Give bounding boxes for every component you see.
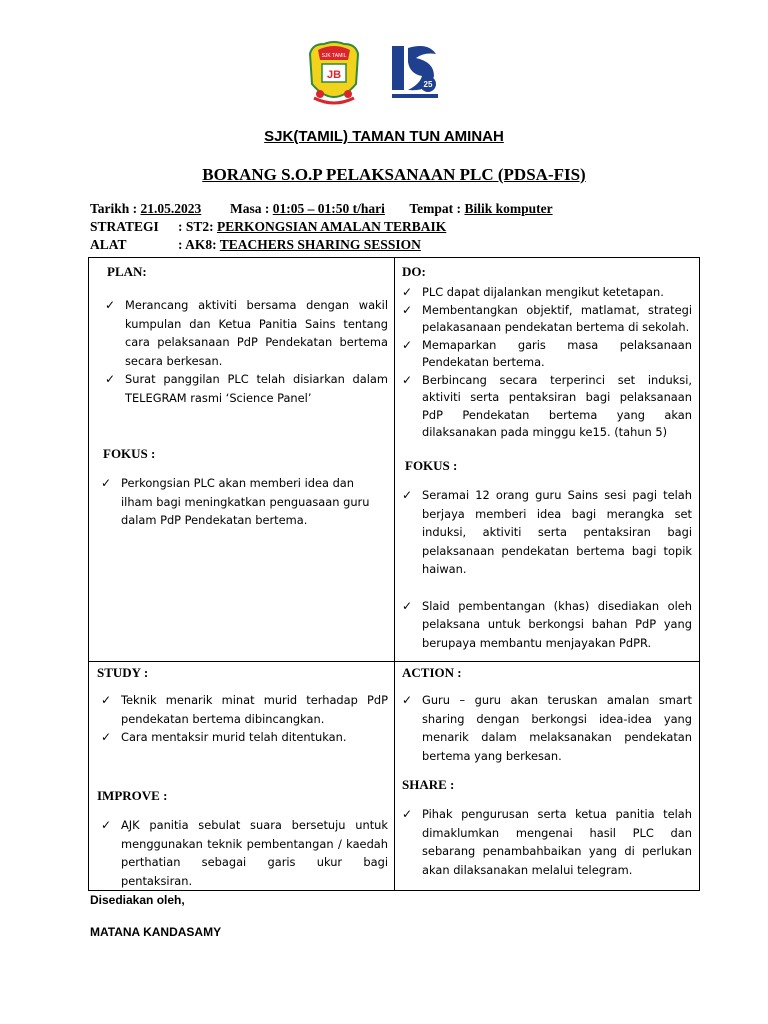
check-icon: ✓ (101, 818, 112, 832)
list-item: ✓ Seramai 12 orang guru Sains sesi pagi telah berjaya memberi idea bagi merangka set induksi, aktiviti serta pentaksiran bagi pelaksanaan pendekatan bertema bagi topik haiwan. (402, 488, 692, 576)
check-icon: ✓ (101, 730, 112, 744)
logo-group (304, 40, 444, 112)
list-item: ✓ Merancang aktiviti bersama dengan wakil kumpulan dan Ketua Panitia Sains tentang cara pelaksanaan PdP Pendekatan bertema secara berkesan. (105, 298, 388, 368)
action-list (402, 691, 692, 765)
do-heading: DO: (402, 264, 426, 279)
check-icon: ✓ (402, 372, 413, 387)
check-icon: ✓ (105, 298, 116, 312)
list-item: ✓ Memaparkan garis masa pelaksanaan Pendekatan bertema. (402, 337, 692, 369)
do-focus-heading: FOKUS : (405, 458, 458, 473)
list-item: ✓ Membentangkan objektif, matlamat, strategi pelakasanaan pendekatan bertema di sekolah. (402, 302, 692, 334)
strategy-label: STRATEGI (90, 219, 159, 234)
table-divider-horizontal (88, 661, 700, 662)
plan-focus-list (101, 474, 384, 530)
tool-value: TEACHERS SHARING SESSION (219, 237, 421, 252)
check-icon: ✓ (402, 598, 413, 613)
check-icon: ✓ (402, 285, 413, 299)
crest-monogram: JB (326, 69, 342, 81)
prepared-by-label: Disediakan oleh, (90, 893, 185, 907)
list-item: ✓ Pihak pengurusan serta ketua panitia telah dimaklumkan mengenai hasil PLC dan sebarang penambahbaikan yang di perlukan akan dilaksanakan melalui telegram. (402, 807, 692, 877)
list-item: ✓ Cara mentaksir murid telah ditentukan. (101, 728, 388, 747)
do-focus-list (402, 486, 692, 652)
share-heading: SHARE : (402, 777, 455, 792)
form-title: BORANG S.O.P PELAKSANAAN PLC (PDSA-FIS) (202, 165, 586, 184)
table-divider-vertical (394, 257, 395, 891)
plan-focus-heading: FOKUS : (103, 446, 156, 461)
tool-sep: : AK8: (178, 237, 220, 252)
strategy-sep: : ST2: (178, 219, 218, 234)
study-list (101, 691, 388, 747)
date-label: Tarikh : (90, 201, 141, 216)
list-item: ✓ Surat panggilan PLC telah disiarkan dalam TELEGRAM rasmi ‘Science Panel’ (105, 372, 388, 405)
preparer-name: MATANA KANDASAMY (90, 925, 222, 939)
improve-heading: IMPROVE : (97, 788, 168, 803)
do-list (402, 284, 692, 442)
svg-text:25: 25 (423, 80, 433, 89)
meta-row-strategy (90, 219, 446, 235)
check-icon: ✓ (402, 807, 413, 821)
list-item: ✓ Perkongsian PLC akan memberi idea dan ilham bagi meningkatkan penguasaan guru dalam PdP Pendekatan bertema. (101, 476, 370, 527)
check-icon: ✓ (402, 488, 413, 502)
list-item: ✓ Slaid pembentangan (khas) disediakan oleh pelaksana untuk berkongsi bahan PdP yang berupaya membantu menjayakan PdPR. (402, 598, 692, 650)
plan-list (105, 296, 388, 407)
school-crest-logo (304, 40, 444, 112)
time-value: 01:05 – 01:50 t/hari (272, 201, 385, 216)
plan-heading: PLAN: (107, 264, 147, 279)
list-item: ✓ Guru – guru akan teruskan amalan smart sharing dengan berkongsi idea-idea yang menarik dalam melaksanakan pendekatan bertema yang berkesan. (402, 693, 692, 763)
share-list (402, 805, 692, 879)
date-value: 21.05.2023 (140, 201, 202, 216)
list-item: ✓ PLC dapat dijalankan mengikut ketetapan. (402, 284, 692, 302)
tool-label: ALAT (90, 237, 127, 252)
school-name: SJK(TAMIL) TAMAN TUN AMINAH (264, 128, 504, 145)
partner-logo (388, 44, 440, 100)
check-icon: ✓ (402, 337, 413, 352)
time-label: Masa : (230, 201, 273, 216)
place-label: Tempat : (409, 201, 465, 216)
list-item: ✓ AJK panitia sebulat suara bersetuju untuk menggunakan teknik pembentangan / kaedah perthatian sebagai garis ukur bagi pentaksiran. (101, 818, 388, 888)
meta-row-1 (90, 201, 553, 217)
check-icon: ✓ (101, 476, 112, 490)
meta-row-tool (90, 237, 421, 253)
crest-banner: SJK TAMIL (321, 53, 347, 59)
study-heading: STUDY : (97, 665, 149, 680)
improve-list (101, 816, 388, 890)
strategy-value: PERKONGSIAN AMALAN TERBAIK (217, 219, 447, 234)
place-value: Bilik komputer (464, 201, 553, 216)
check-icon: ✓ (402, 693, 413, 707)
check-icon: ✓ (402, 302, 413, 317)
check-icon: ✓ (105, 372, 116, 386)
action-heading: ACTION : (402, 665, 462, 680)
list-item: ✓ Teknik menarik minat murid terhadap PdP pendekatan bertema dibincangkan. (101, 693, 388, 726)
list-item: ✓ Berbincang secara terperinci set induksi, aktiviti serta pentaksiran bagi pelaksanaan PdP Pendekatan bertema yang akan dilaksanakan pada minggu ke15. (tahun 5) (402, 372, 692, 439)
check-icon: ✓ (101, 693, 112, 707)
